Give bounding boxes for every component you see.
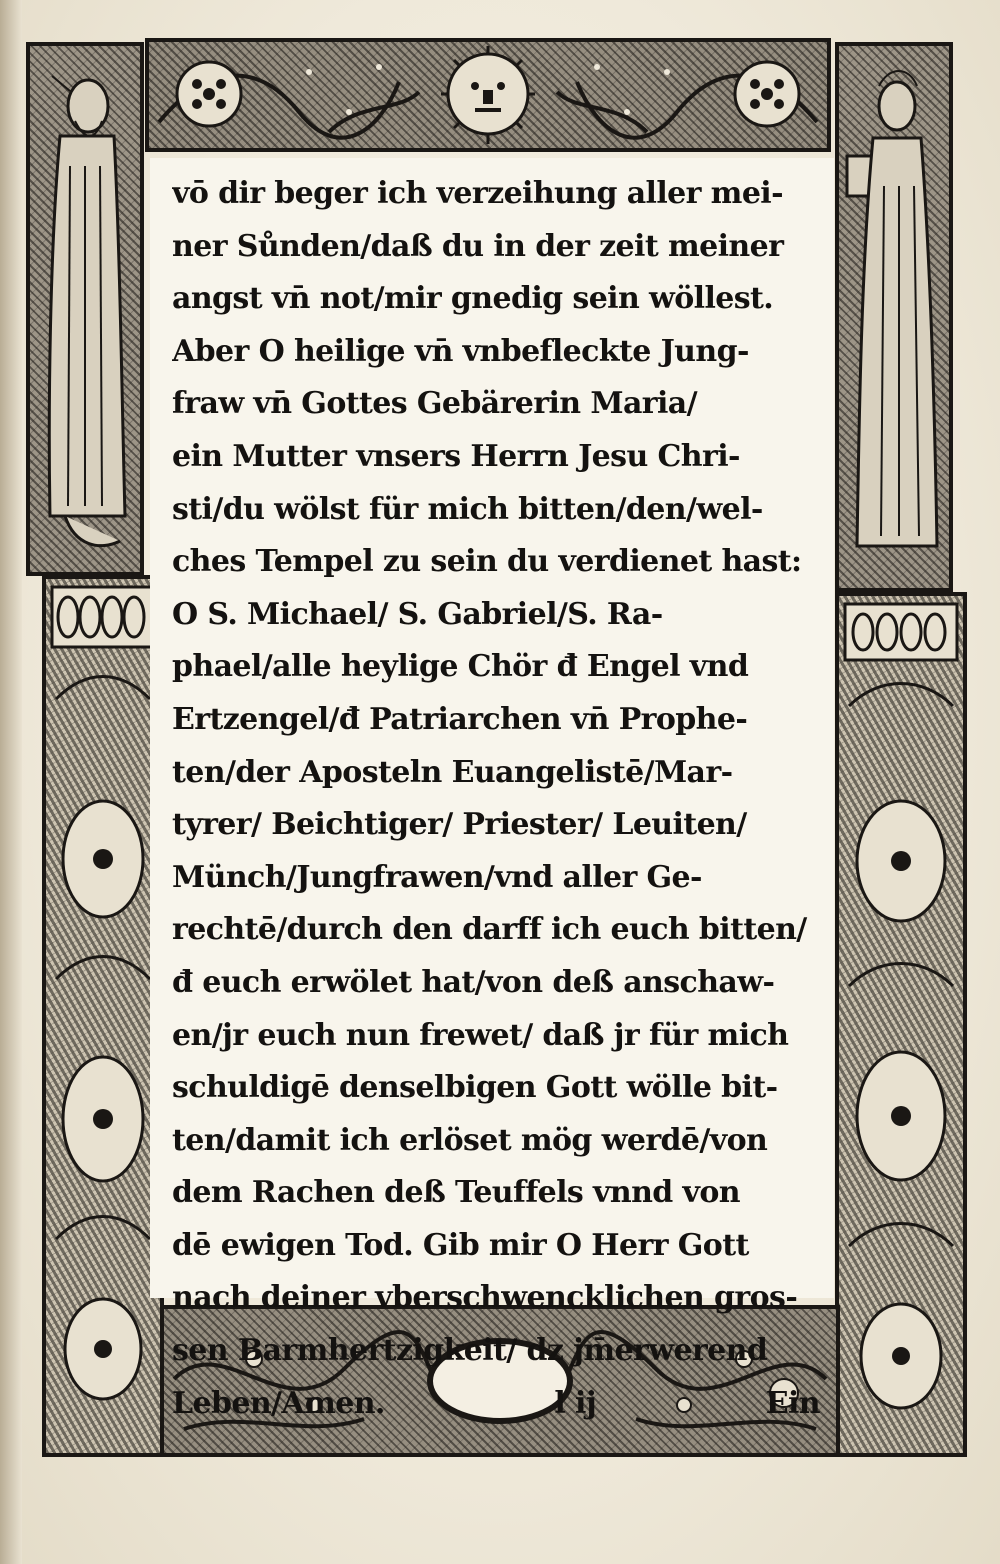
signature-mark: l ij (554, 1385, 597, 1421)
text-line: ten/damit ich erlöset mög werdē/von (172, 1122, 768, 1158)
left-saint-figure (26, 42, 144, 576)
text-line: ner Sůnden/daß du in der zeit meiner (172, 228, 784, 264)
left-figure-illustration (30, 46, 140, 572)
closing-text: Leben/Amen. (172, 1385, 385, 1421)
text-line: angst vn̄ not/mir gnedig sein wöllest. (172, 281, 774, 317)
text-line: ches Tempel zu sein du verdienet hast: (172, 544, 802, 580)
text-line: ein Mutter vnsers Herrn Jesu Chri- (172, 438, 740, 474)
text-line: nach deiner vberschwencklichen gros- (172, 1280, 798, 1316)
text-line: dē ewigen Tod. Gib mir O Herr Gott (172, 1227, 749, 1263)
prayer-text-block (150, 158, 834, 1421)
right-figure-illustration (839, 46, 949, 588)
right-saint-figure (835, 42, 953, 592)
catchword: Ein (765, 1385, 820, 1421)
text-line: sen Barmhertzigkeit/ dz jm̄erwerend (172, 1333, 768, 1369)
page-gutter (0, 0, 22, 1564)
left-ornamental-column (42, 575, 164, 1457)
text-line: rechtē/durch den darff ich euch bitten/ (172, 912, 807, 948)
text-line: Ertzengel/đ Patriarchen vn̄ Prophe- (172, 701, 748, 737)
text-line: O S. Michael/ S. Gabriel/S. Ra- (172, 596, 663, 632)
text-line: phael/alle heylige Chör đ Engel vnd (172, 649, 749, 685)
text-line: tyrer/ Beichtiger/ Priester/ Leuiten/ (172, 807, 747, 843)
text-line: sti/du wölst für mich bitten/den/wel- (172, 491, 763, 527)
text-line: ten/der Aposteln Euangelistē/Mar- (172, 754, 733, 790)
top-woodcut-border (145, 38, 831, 152)
final-line (172, 1378, 820, 1431)
left-column-ornament (46, 579, 160, 1453)
text-line: dem Rachen deß Teuffels vnnd von (172, 1175, 740, 1211)
right-column-ornament (839, 596, 963, 1453)
text-line: schuldigē denselbigen Gott wölle bit- (172, 1070, 778, 1106)
text-line: fraw vn̄ Gottes Gebärerin Maria/ (172, 386, 697, 422)
top-border-ornament (149, 42, 827, 148)
text-line: đ euch erwölet hat/von deß anschaw- (172, 964, 775, 1000)
text-line: Aber O heilige vn̄ vnbefleckte Jung- (172, 333, 749, 369)
text-line: vō dir beger ich verzeihung aller mei- (172, 176, 783, 211)
text-line: en/jr euch nun frewet/ daß jr für mich (172, 1017, 789, 1053)
text-line: Münch/Jungfrawen/vnd aller Ge- (172, 859, 702, 895)
right-ornamental-column (835, 592, 967, 1457)
